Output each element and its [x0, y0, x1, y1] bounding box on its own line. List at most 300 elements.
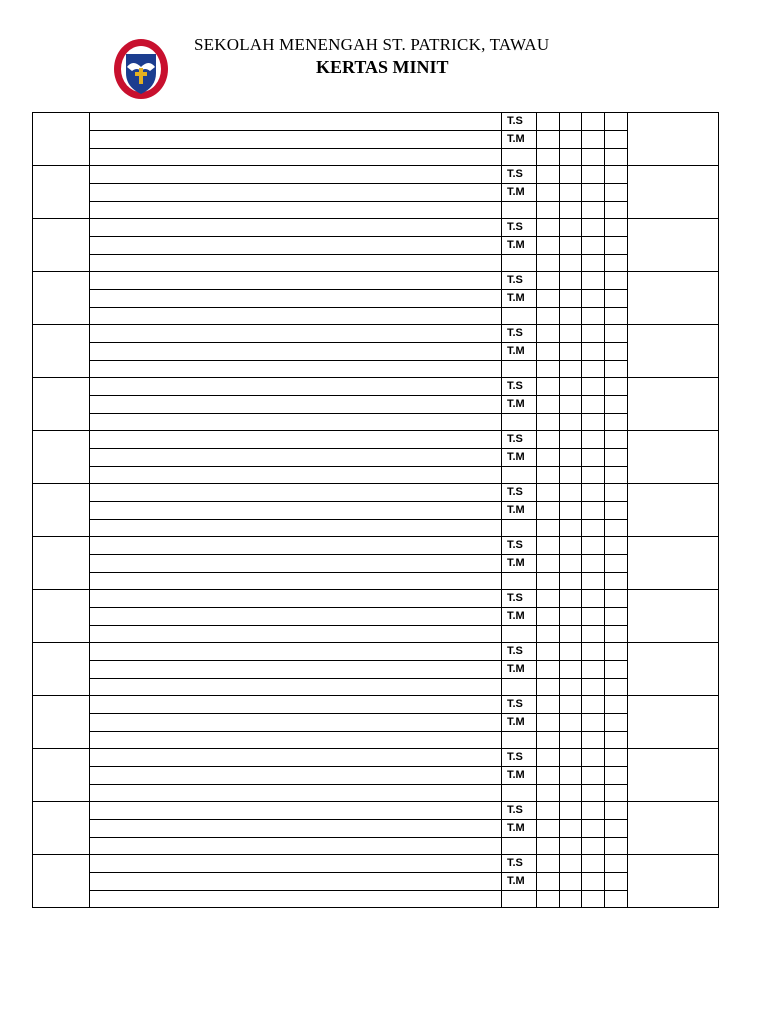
date-box-cell[interactable] [582, 873, 605, 891]
date-box-cell[interactable] [560, 785, 582, 802]
minute-content-cell[interactable] [90, 802, 502, 820]
signature-label-cell: T.M [502, 290, 537, 308]
date-box-cell[interactable] [605, 679, 628, 696]
date-box-cell[interactable] [537, 732, 560, 749]
date-box-cell[interactable] [582, 608, 605, 626]
remarks-cell[interactable] [628, 855, 719, 908]
date-box-cell[interactable] [537, 590, 560, 608]
date-box-cell[interactable] [582, 502, 605, 520]
date-box-cell[interactable] [605, 573, 628, 590]
signature-label-cell [502, 361, 537, 378]
date-box-cell[interactable] [560, 661, 582, 679]
date-box-cell[interactable] [560, 555, 582, 573]
reference-cell[interactable] [33, 113, 90, 166]
remarks-cell[interactable] [628, 272, 719, 325]
date-box-cell[interactable] [582, 237, 605, 255]
signature-label-cell: T.S [502, 272, 537, 290]
minute-content-cell[interactable] [90, 202, 502, 219]
date-box-cell[interactable] [560, 467, 582, 484]
date-box-cell[interactable] [560, 537, 582, 555]
minute-content-cell[interactable] [90, 396, 502, 414]
minute-row [33, 767, 719, 785]
date-box-cell[interactable] [560, 449, 582, 467]
minute-content-cell[interactable] [90, 255, 502, 272]
date-box-cell[interactable] [605, 749, 628, 767]
minute-content-cell[interactable] [90, 131, 502, 149]
date-box-cell[interactable] [560, 484, 582, 502]
date-box-cell[interactable] [582, 113, 605, 131]
date-box-cell[interactable] [582, 378, 605, 396]
signature-label-cell: T.S [502, 590, 537, 608]
minute-row [33, 891, 719, 908]
minute-content-cell[interactable] [90, 838, 502, 855]
date-box-cell[interactable] [582, 661, 605, 679]
date-box-cell[interactable] [537, 184, 560, 202]
remarks-cell[interactable] [628, 537, 719, 590]
minute-content-cell[interactable] [90, 555, 502, 573]
date-box-cell[interactable] [537, 855, 560, 873]
date-box-cell[interactable] [560, 431, 582, 449]
minute-content-cell[interactable] [90, 467, 502, 484]
minute-content-cell[interactable] [90, 237, 502, 255]
date-box-cell[interactable] [560, 414, 582, 431]
date-box-cell[interactable] [605, 838, 628, 855]
date-box-cell[interactable] [537, 325, 560, 343]
date-box-cell[interactable] [582, 520, 605, 537]
date-box-cell[interactable] [582, 484, 605, 502]
date-box-cell[interactable] [560, 590, 582, 608]
date-box-cell[interactable] [605, 431, 628, 449]
signature-label-cell [502, 467, 537, 484]
date-box-cell[interactable] [605, 626, 628, 643]
minute-content-cell[interactable] [90, 502, 502, 520]
date-box-cell[interactable] [560, 626, 582, 643]
date-box-cell[interactable] [582, 343, 605, 361]
date-box-cell[interactable] [582, 785, 605, 802]
minute-content-cell[interactable] [90, 325, 502, 343]
signature-label-cell [502, 414, 537, 431]
remarks-cell[interactable] [628, 802, 719, 855]
minute-content-cell[interactable] [90, 732, 502, 749]
date-box-cell[interactable] [605, 555, 628, 573]
date-box-cell[interactable] [582, 414, 605, 431]
date-box-cell[interactable] [605, 714, 628, 732]
date-box-cell[interactable] [537, 873, 560, 891]
minute-content-cell[interactable] [90, 449, 502, 467]
minute-content-cell[interactable] [90, 113, 502, 131]
remarks-cell[interactable] [628, 484, 719, 537]
date-box-cell[interactable] [605, 237, 628, 255]
date-box-cell[interactable] [605, 855, 628, 873]
date-box-cell[interactable] [560, 855, 582, 873]
date-box-cell[interactable] [560, 378, 582, 396]
date-box-cell[interactable] [605, 502, 628, 520]
date-box-cell[interactable] [560, 502, 582, 520]
date-box-cell[interactable] [605, 520, 628, 537]
date-box-cell[interactable] [537, 626, 560, 643]
date-box-cell[interactable] [582, 325, 605, 343]
date-box-cell[interactable] [537, 272, 560, 290]
date-box-cell[interactable] [582, 308, 605, 325]
date-box-cell[interactable] [537, 696, 560, 714]
date-box-cell[interactable] [560, 343, 582, 361]
minute-row [33, 414, 719, 431]
date-box-cell[interactable] [605, 255, 628, 272]
date-box-cell[interactable] [582, 202, 605, 219]
minute-row [33, 431, 719, 449]
date-box-cell[interactable] [560, 891, 582, 908]
minute-row [33, 131, 719, 149]
minute-content-cell[interactable] [90, 855, 502, 873]
signature-label-cell [502, 202, 537, 219]
date-box-cell[interactable] [605, 767, 628, 785]
date-box-cell[interactable] [605, 696, 628, 714]
date-box-cell[interactable] [605, 290, 628, 308]
reference-cell[interactable] [33, 219, 90, 272]
reference-cell[interactable] [33, 431, 90, 484]
date-box-cell[interactable] [537, 520, 560, 537]
signature-label-cell [502, 255, 537, 272]
minute-row [33, 325, 719, 343]
date-box-cell[interactable] [582, 361, 605, 378]
date-box-cell[interactable] [537, 484, 560, 502]
minute-content-cell[interactable] [90, 785, 502, 802]
date-box-cell[interactable] [560, 290, 582, 308]
minute-row [33, 502, 719, 520]
minute-row [33, 537, 719, 555]
date-box-cell[interactable] [605, 166, 628, 184]
date-box-cell[interactable] [560, 325, 582, 343]
date-box-cell[interactable] [605, 732, 628, 749]
date-box-cell[interactable] [560, 873, 582, 891]
date-box-cell[interactable] [582, 732, 605, 749]
minute-content-cell[interactable] [90, 414, 502, 431]
reference-cell[interactable] [33, 696, 90, 749]
minute-row [33, 113, 719, 131]
date-box-cell[interactable] [560, 820, 582, 838]
date-box-cell[interactable] [560, 838, 582, 855]
date-box-cell[interactable] [560, 255, 582, 272]
date-box-cell[interactable] [582, 555, 605, 573]
minute-content-cell[interactable] [90, 431, 502, 449]
date-box-cell[interactable] [560, 184, 582, 202]
minute-content-cell[interactable] [90, 590, 502, 608]
remarks-cell[interactable] [628, 378, 719, 431]
date-box-cell[interactable] [537, 802, 560, 820]
date-box-cell[interactable] [582, 820, 605, 838]
date-box-cell[interactable] [537, 166, 560, 184]
date-box-cell[interactable] [605, 113, 628, 131]
minute-content-cell[interactable] [90, 696, 502, 714]
date-box-cell[interactable] [605, 467, 628, 484]
date-box-cell[interactable] [582, 467, 605, 484]
date-box-cell[interactable] [582, 838, 605, 855]
reference-cell[interactable] [33, 855, 90, 908]
date-box-cell[interactable] [605, 891, 628, 908]
date-box-cell[interactable] [537, 714, 560, 732]
date-box-cell[interactable] [560, 767, 582, 785]
date-box-cell[interactable] [560, 202, 582, 219]
date-box-cell[interactable] [605, 219, 628, 237]
date-box-cell[interactable] [560, 643, 582, 661]
date-box-cell[interactable] [537, 449, 560, 467]
minute-row [33, 732, 719, 749]
date-box-cell[interactable] [582, 626, 605, 643]
date-box-cell[interactable] [537, 290, 560, 308]
minute-content-cell[interactable] [90, 308, 502, 325]
date-box-cell[interactable] [605, 378, 628, 396]
date-box-cell[interactable] [605, 590, 628, 608]
date-box-cell[interactable] [582, 449, 605, 467]
date-box-cell[interactable] [605, 343, 628, 361]
date-box-cell[interactable] [582, 767, 605, 785]
remarks-cell[interactable] [628, 696, 719, 749]
minute-row [33, 643, 719, 661]
signature-label-cell: T.M [502, 343, 537, 361]
date-box-cell[interactable] [537, 555, 560, 573]
date-box-cell[interactable] [560, 396, 582, 414]
date-box-cell[interactable] [605, 785, 628, 802]
date-box-cell[interactable] [605, 484, 628, 502]
date-box-cell[interactable] [582, 679, 605, 696]
date-box-cell[interactable] [537, 343, 560, 361]
date-box-cell[interactable] [537, 467, 560, 484]
minute-content-cell[interactable] [90, 626, 502, 643]
minute-row [33, 467, 719, 484]
date-box-cell[interactable] [582, 290, 605, 308]
remarks-cell[interactable] [628, 643, 719, 696]
minute-content-cell[interactable] [90, 272, 502, 290]
minute-content-cell[interactable] [90, 184, 502, 202]
date-box-cell[interactable] [582, 396, 605, 414]
minute-content-cell[interactable] [90, 608, 502, 626]
date-box-cell[interactable] [582, 643, 605, 661]
date-box-cell[interactable] [537, 308, 560, 325]
date-box-cell[interactable] [605, 131, 628, 149]
date-box-cell[interactable] [605, 272, 628, 290]
remarks-cell[interactable] [628, 325, 719, 378]
date-box-cell[interactable] [537, 767, 560, 785]
date-box-cell[interactable] [605, 449, 628, 467]
date-box-cell[interactable] [605, 802, 628, 820]
minute-row [33, 361, 719, 378]
date-box-cell[interactable] [605, 184, 628, 202]
date-box-cell[interactable] [560, 219, 582, 237]
date-box-cell[interactable] [605, 537, 628, 555]
date-box-cell[interactable] [605, 661, 628, 679]
date-box-cell[interactable] [560, 573, 582, 590]
minute-content-cell[interactable] [90, 166, 502, 184]
remarks-cell[interactable] [628, 749, 719, 802]
minute-content-cell[interactable] [90, 361, 502, 378]
minute-row [33, 272, 719, 290]
date-box-cell[interactable] [582, 184, 605, 202]
minute-content-cell[interactable] [90, 378, 502, 396]
signature-label-cell [502, 838, 537, 855]
date-box-cell[interactable] [537, 131, 560, 149]
date-box-cell[interactable] [560, 361, 582, 378]
date-box-cell[interactable] [560, 679, 582, 696]
signature-label-cell: T.M [502, 237, 537, 255]
date-box-cell[interactable] [582, 714, 605, 732]
date-box-cell[interactable] [537, 255, 560, 272]
date-box-cell[interactable] [537, 820, 560, 838]
minute-content-cell[interactable] [90, 573, 502, 590]
date-box-cell[interactable] [537, 378, 560, 396]
date-box-cell[interactable] [582, 166, 605, 184]
signature-label-cell [502, 308, 537, 325]
date-box-cell[interactable] [605, 820, 628, 838]
reference-cell[interactable] [33, 166, 90, 219]
date-box-cell[interactable] [605, 414, 628, 431]
minute-content-cell[interactable] [90, 661, 502, 679]
date-box-cell[interactable] [537, 608, 560, 626]
minute-content-cell[interactable] [90, 714, 502, 732]
date-box-cell[interactable] [560, 608, 582, 626]
date-box-cell[interactable] [560, 149, 582, 166]
minute-content-cell[interactable] [90, 820, 502, 838]
date-box-cell[interactable] [537, 502, 560, 520]
date-box-cell[interactable] [582, 131, 605, 149]
reference-cell[interactable] [33, 643, 90, 696]
date-box-cell[interactable] [605, 396, 628, 414]
remarks-cell[interactable] [628, 590, 719, 643]
date-box-cell[interactable] [582, 802, 605, 820]
date-box-cell[interactable] [605, 325, 628, 343]
reference-cell[interactable] [33, 272, 90, 325]
date-box-cell[interactable] [537, 573, 560, 590]
reference-cell[interactable] [33, 590, 90, 643]
date-box-cell[interactable] [582, 431, 605, 449]
signature-label-cell: T.S [502, 643, 537, 661]
date-box-cell[interactable] [605, 202, 628, 219]
date-box-cell[interactable] [537, 237, 560, 255]
reference-cell[interactable] [33, 802, 90, 855]
date-box-cell[interactable] [537, 149, 560, 166]
date-box-cell[interactable] [582, 255, 605, 272]
date-box-cell[interactable] [560, 802, 582, 820]
date-box-cell[interactable] [582, 696, 605, 714]
minute-row [33, 608, 719, 626]
date-box-cell[interactable] [537, 643, 560, 661]
date-box-cell[interactable] [537, 414, 560, 431]
minute-row [33, 149, 719, 166]
reference-cell[interactable] [33, 484, 90, 537]
minute-content-cell[interactable] [90, 537, 502, 555]
date-box-cell[interactable] [560, 113, 582, 131]
signature-label-cell: T.S [502, 802, 537, 820]
date-box-cell[interactable] [582, 219, 605, 237]
date-box-cell[interactable] [537, 361, 560, 378]
remarks-cell[interactable] [628, 219, 719, 272]
reference-cell[interactable] [33, 749, 90, 802]
date-box-cell[interactable] [605, 308, 628, 325]
minute-content-cell[interactable] [90, 873, 502, 891]
date-box-cell[interactable] [537, 537, 560, 555]
remarks-cell[interactable] [628, 431, 719, 484]
minute-content-cell[interactable] [90, 891, 502, 908]
date-box-cell[interactable] [582, 590, 605, 608]
minute-row [33, 184, 719, 202]
date-box-cell[interactable] [537, 202, 560, 219]
minute-content-cell[interactable] [90, 290, 502, 308]
minute-content-cell[interactable] [90, 149, 502, 166]
signature-label-cell [502, 732, 537, 749]
date-box-cell[interactable] [582, 573, 605, 590]
date-box-cell[interactable] [537, 396, 560, 414]
date-box-cell[interactable] [582, 149, 605, 166]
minute-content-cell[interactable] [90, 643, 502, 661]
date-box-cell[interactable] [560, 237, 582, 255]
date-box-cell[interactable] [560, 696, 582, 714]
signature-label-cell: T.S [502, 113, 537, 131]
minute-content-cell[interactable] [90, 749, 502, 767]
date-box-cell[interactable] [537, 749, 560, 767]
date-box-cell[interactable] [537, 785, 560, 802]
remarks-cell[interactable] [628, 166, 719, 219]
reference-cell[interactable] [33, 537, 90, 590]
school-crest-logo [112, 37, 170, 101]
minute-row [33, 449, 719, 467]
date-box-cell[interactable] [537, 679, 560, 696]
minute-content-cell[interactable] [90, 219, 502, 237]
date-box-cell[interactable] [560, 714, 582, 732]
signature-label-cell: T.M [502, 661, 537, 679]
date-box-cell[interactable] [582, 855, 605, 873]
signature-label-cell: T.S [502, 855, 537, 873]
date-box-cell[interactable] [560, 272, 582, 290]
remarks-cell[interactable] [628, 113, 719, 166]
date-box-cell[interactable] [537, 661, 560, 679]
date-box-cell[interactable] [582, 537, 605, 555]
date-box-cell[interactable] [537, 431, 560, 449]
date-box-cell[interactable] [560, 308, 582, 325]
date-box-cell[interactable] [605, 643, 628, 661]
date-box-cell[interactable] [582, 749, 605, 767]
date-box-cell[interactable] [605, 873, 628, 891]
date-box-cell[interactable] [537, 219, 560, 237]
minute-row [33, 290, 719, 308]
date-box-cell[interactable] [605, 149, 628, 166]
reference-cell[interactable] [33, 325, 90, 378]
date-box-cell[interactable] [560, 520, 582, 537]
minute-content-cell[interactable] [90, 767, 502, 785]
signature-label-cell: T.M [502, 714, 537, 732]
date-box-cell[interactable] [560, 732, 582, 749]
date-box-cell[interactable] [605, 361, 628, 378]
date-box-cell[interactable] [560, 749, 582, 767]
date-box-cell[interactable] [605, 608, 628, 626]
signature-label-cell: T.S [502, 219, 537, 237]
signature-label-cell: T.M [502, 555, 537, 573]
date-box-cell[interactable] [560, 166, 582, 184]
reference-cell[interactable] [33, 378, 90, 431]
minute-row [33, 679, 719, 696]
minute-row [33, 749, 719, 767]
date-box-cell[interactable] [582, 891, 605, 908]
minute-content-cell[interactable] [90, 343, 502, 361]
signature-label-cell: T.S [502, 537, 537, 555]
date-box-cell[interactable] [582, 272, 605, 290]
date-box-cell[interactable] [537, 113, 560, 131]
minute-content-cell[interactable] [90, 679, 502, 696]
date-box-cell[interactable] [537, 891, 560, 908]
minute-content-cell[interactable] [90, 520, 502, 537]
signature-label-cell: T.S [502, 166, 537, 184]
date-box-cell[interactable] [537, 838, 560, 855]
date-box-cell[interactable] [560, 131, 582, 149]
minute-content-cell[interactable] [90, 484, 502, 502]
